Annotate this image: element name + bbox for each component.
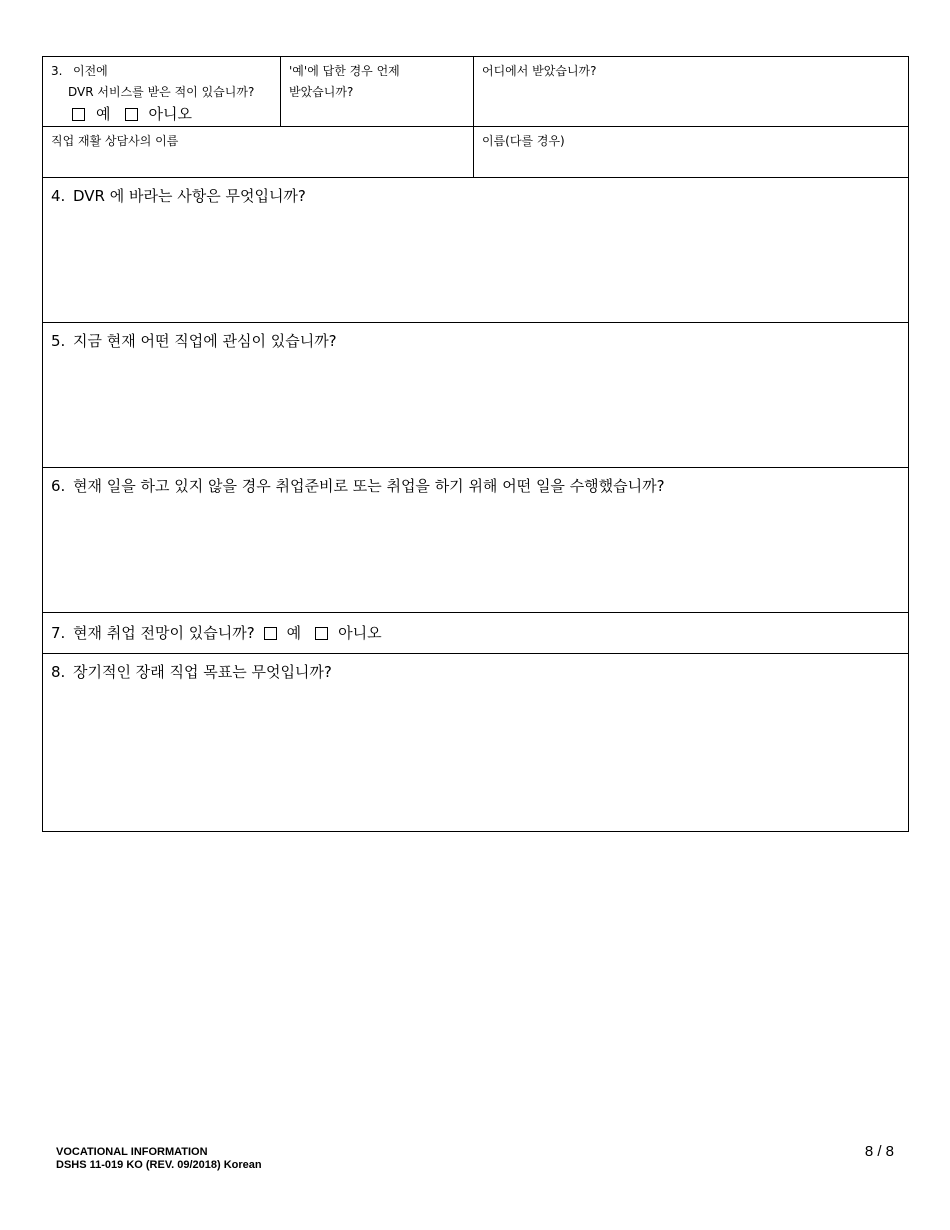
q3-when-line1: '예'에 답한 경우 언제 xyxy=(289,64,400,78)
counselor-name-cell[interactable] xyxy=(43,127,474,177)
q7-no-label: 아니오 xyxy=(338,624,382,642)
footer-form-id: DSHS 11-019 KO (REV. 09/2018) Korean xyxy=(56,1159,262,1171)
q7-number: 7. xyxy=(51,624,66,642)
q3-when-cell[interactable] xyxy=(281,57,474,126)
counselor-row xyxy=(43,127,908,178)
q7-row xyxy=(43,613,908,654)
name-if-different-cell[interactable] xyxy=(474,127,910,177)
q3-no-label: 아니오 xyxy=(148,104,192,123)
q8-cell xyxy=(43,654,908,831)
q6-cell xyxy=(43,468,908,612)
vocational-form xyxy=(42,56,909,832)
q3-where-label: 어디에서 받았습니까? xyxy=(482,64,597,78)
q6-number: 6. xyxy=(51,477,66,495)
q3-where-cell[interactable] xyxy=(474,57,910,126)
q3-when-line2: 받았습니까? xyxy=(289,85,354,99)
q3-number: 3. xyxy=(51,64,63,78)
q5-cell xyxy=(43,323,908,467)
name-if-different-label: 이름(다를 경우) xyxy=(482,134,565,148)
q4-cell xyxy=(43,178,908,322)
q3-row xyxy=(43,57,908,127)
q3-yes-checkbox[interactable] xyxy=(72,108,85,121)
q8-number: 8. xyxy=(51,663,66,681)
counselor-name-label: 직업 재활 상담사의 이름 xyxy=(51,134,179,148)
q3-label-line1: 이전에 xyxy=(73,64,108,78)
page-number: 8 / 8 xyxy=(864,1143,894,1160)
q7-yes-label: 예 xyxy=(286,624,302,642)
q8-row[interactable] xyxy=(43,654,908,831)
q8-text: 장기적인 장래 직업 목표는 무엇입니까? xyxy=(73,663,332,681)
q3-prior-services-cell xyxy=(43,57,281,126)
q3-label-line2: DVR 서비스를 받은 적이 있습니까? xyxy=(68,85,255,99)
q4-text: DVR 에 바라는 사항은 무엇입니까? xyxy=(73,187,306,205)
q3-no-checkbox[interactable] xyxy=(125,108,138,121)
q5-row[interactable] xyxy=(43,323,908,468)
q7-cell xyxy=(43,613,908,653)
footer-form-info xyxy=(56,1146,262,1172)
q5-text: 지금 현재 어떤 직업에 관심이 있습니까? xyxy=(73,332,337,350)
q6-text: 현재 일을 하고 있지 않을 경우 취업준비로 또는 취업을 하기 위해 어떤 일을 수행했습니까? xyxy=(73,477,665,495)
q4-number: 4. xyxy=(51,187,66,205)
q7-no-checkbox[interactable] xyxy=(315,627,328,640)
q3-yes-label: 예 xyxy=(96,104,111,123)
q7-text: 현재 취업 전망이 있습니까? xyxy=(73,624,255,642)
q6-row[interactable] xyxy=(43,468,908,613)
footer-title: VOCATIONAL INFORMATION xyxy=(56,1146,208,1158)
q5-number: 5. xyxy=(51,332,66,350)
q7-yes-checkbox[interactable] xyxy=(264,627,277,640)
q4-row[interactable] xyxy=(43,178,908,323)
